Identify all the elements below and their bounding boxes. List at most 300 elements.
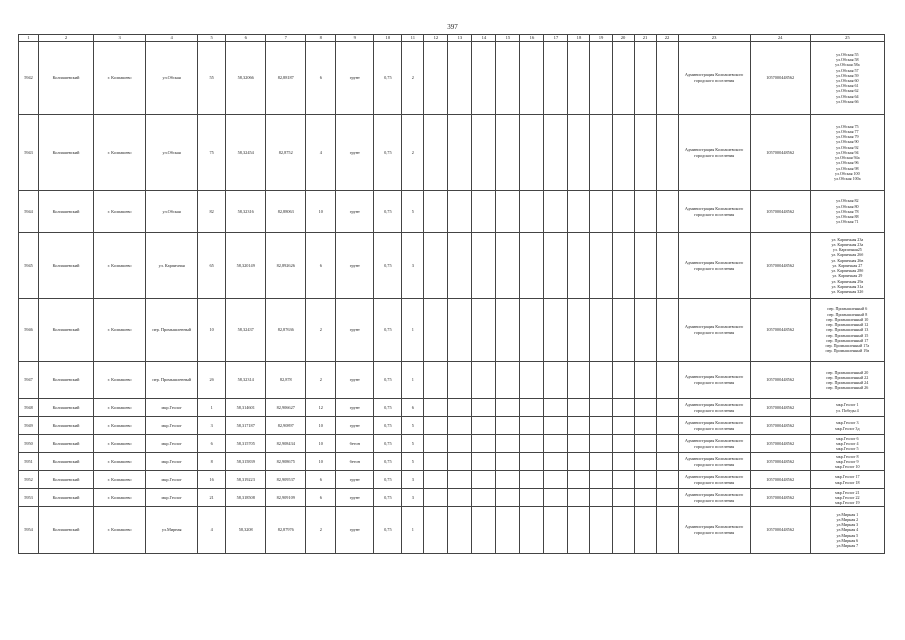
empty-cell xyxy=(496,42,520,115)
empty-cell xyxy=(612,507,634,554)
container-count-cell: 1 xyxy=(402,299,424,362)
table-row xyxy=(19,115,885,191)
town-cell: г. Колпашево xyxy=(94,435,146,453)
column-header: 25 xyxy=(810,35,884,42)
administration-cell: Администрация Колпашевского городского поселения xyxy=(678,115,750,191)
longitude-cell: 82,878 xyxy=(266,362,306,399)
longitude-cell: 82,909109 xyxy=(266,489,306,507)
served-address: ул. Карпичная 32б xyxy=(831,289,864,295)
house-cell: 55 xyxy=(198,42,226,115)
column-header: 18 xyxy=(568,35,590,42)
empty-cell xyxy=(612,233,634,299)
volume-cell: 0,75 xyxy=(374,489,402,507)
served-address: ул.Обская 98 xyxy=(836,165,859,171)
empty-cell xyxy=(520,399,544,417)
column-header: 24 xyxy=(750,35,810,42)
empty-cell xyxy=(472,471,496,489)
empty-cell xyxy=(656,191,678,233)
empty-cell xyxy=(520,435,544,453)
empty-cell xyxy=(612,299,634,362)
served-address: ул.Мирная 2 xyxy=(836,516,859,522)
surface-cell: грунт xyxy=(336,115,374,191)
empty-cell xyxy=(448,471,472,489)
ogrn-cell: 1057000448562 xyxy=(750,417,810,435)
empty-cell xyxy=(568,471,590,489)
served-address: ул.Обская 94 xyxy=(836,149,859,155)
surface-cell: грунт xyxy=(336,507,374,554)
empty-cell xyxy=(612,453,634,471)
empty-cell xyxy=(472,299,496,362)
administration-cell: Администрация Колпашевского городского поселения xyxy=(678,362,750,399)
volume-cell: 0,75 xyxy=(374,42,402,115)
area-cell: 2 xyxy=(306,507,336,554)
town-cell: г. Колпашево xyxy=(94,489,146,507)
empty-cell xyxy=(472,507,496,554)
served-address: ул.Обская 96 xyxy=(836,160,859,166)
page-number: 397 xyxy=(447,23,458,31)
table-row xyxy=(19,299,885,362)
district-cell: Колпашевский xyxy=(39,489,94,507)
ogrn-cell: 1057000448562 xyxy=(750,471,810,489)
served-address: ул. Карпичная 29а xyxy=(831,278,864,284)
table-row xyxy=(19,42,885,115)
house-cell: 75 xyxy=(198,115,226,191)
table-row xyxy=(19,399,885,417)
served-addresses-cell xyxy=(810,233,884,299)
empty-cell xyxy=(520,489,544,507)
empty-cell xyxy=(496,399,520,417)
served-address: ул.Обская 59 xyxy=(836,72,859,78)
area-cell: 10 xyxy=(306,435,336,453)
served-address: пер. Промышленный 26 xyxy=(826,385,869,391)
served-address: пер. Промышленный 13 xyxy=(826,327,869,333)
empty-cell xyxy=(590,191,612,233)
house-cell: 82 xyxy=(198,191,226,233)
served-addresses-cell xyxy=(810,399,884,417)
surface-cell: грунт xyxy=(336,299,374,362)
served-address: ул.Мирная 7 xyxy=(836,543,859,549)
column-header: 9 xyxy=(336,35,374,42)
empty-cell xyxy=(520,507,544,554)
column-header: 7 xyxy=(266,35,306,42)
empty-cell xyxy=(612,115,634,191)
empty-cell xyxy=(520,471,544,489)
served-address: ул.Обская 79 xyxy=(836,134,859,140)
empty-cell xyxy=(424,489,448,507)
latitude-cell: 58,32314 xyxy=(226,362,266,399)
row-number: 5954 xyxy=(19,507,39,554)
served-address: пер. Промышленный 15 xyxy=(826,332,869,338)
longitude-cell: 82,87636 xyxy=(266,299,306,362)
served-address: мкр.Геолог 3д xyxy=(835,425,860,431)
surface-cell: бетон xyxy=(336,435,374,453)
column-header: 1 xyxy=(19,35,39,42)
empty-cell xyxy=(472,233,496,299)
column-header: 15 xyxy=(496,35,520,42)
latitude-cell: 58,32316 xyxy=(226,191,266,233)
area-cell: 6 xyxy=(306,471,336,489)
volume-cell: 0,75 xyxy=(374,399,402,417)
column-header: 10 xyxy=(374,35,402,42)
served-address: ул. Карпичная 23а xyxy=(831,241,864,247)
empty-cell xyxy=(448,453,472,471)
administration-cell: Администрация Колпашевского городского поселения xyxy=(678,299,750,362)
empty-cell xyxy=(520,115,544,191)
served-address: ул.Обская 71 xyxy=(836,219,859,225)
volume-cell: 0,75 xyxy=(374,191,402,233)
empty-cell xyxy=(544,489,568,507)
served-address: ул. Карпичная 29 xyxy=(832,273,863,279)
column-header: 12 xyxy=(424,35,448,42)
empty-cell xyxy=(656,471,678,489)
column-header: 13 xyxy=(448,35,472,42)
volume-cell: 0,75 xyxy=(374,233,402,299)
empty-cell xyxy=(634,191,656,233)
container-count-cell: 5 xyxy=(402,191,424,233)
house-cell: 2б xyxy=(198,362,226,399)
empty-cell xyxy=(520,362,544,399)
ogrn-cell: 1057000448562 xyxy=(750,489,810,507)
administration-cell: Администрация Колпашевского городского поселения xyxy=(678,507,750,554)
empty-cell xyxy=(520,42,544,115)
street-cell: ул.Мирная xyxy=(146,507,198,554)
served-address: ул. Карпичная 28б xyxy=(831,268,864,274)
served-address: пер. Промышленный 10 xyxy=(826,316,869,322)
longitude-cell: 82,87976 xyxy=(266,507,306,554)
empty-cell xyxy=(634,42,656,115)
row-number: 5951 xyxy=(19,453,39,471)
served-address: ул.Обская 90 xyxy=(836,139,859,145)
empty-cell xyxy=(612,42,634,115)
column-header: 5 xyxy=(198,35,226,42)
served-address: ул.Мирная 5 xyxy=(836,532,859,538)
empty-cell xyxy=(634,399,656,417)
surface-cell: бетон xyxy=(336,453,374,471)
longitude-cell: 82,906627 xyxy=(266,399,306,417)
surface-cell: грунт xyxy=(336,399,374,417)
column-header: 14 xyxy=(472,35,496,42)
served-address: мкр.Геолог 1 xyxy=(836,402,859,408)
served-address: ул.Обская 58а xyxy=(835,62,860,68)
row-number: 5947 xyxy=(19,362,39,399)
container-count-cell: 5 xyxy=(402,417,424,435)
administration-cell: Администрация Колпашевского городского поселения xyxy=(678,417,750,435)
area-cell: 4 xyxy=(306,115,336,191)
town-cell: г. Колпашево xyxy=(94,299,146,362)
area-cell: 12 xyxy=(306,399,336,417)
served-address: ул.Обская 82 xyxy=(836,198,859,204)
served-addresses-cell xyxy=(810,417,884,435)
town-cell: г. Колпашево xyxy=(94,191,146,233)
town-cell: г. Колпашево xyxy=(94,453,146,471)
served-addresses-cell xyxy=(810,435,884,453)
latitude-cell: 58,315705 xyxy=(226,435,266,453)
empty-cell xyxy=(590,453,612,471)
served-addresses-cell xyxy=(810,453,884,471)
served-address: ул.Обская 66 xyxy=(836,98,859,104)
empty-cell xyxy=(568,233,590,299)
administration-cell: Администрация Колпашевского городского поселения xyxy=(678,399,750,417)
served-address: мкр.Геолог 17 xyxy=(835,474,860,480)
longitude-cell: 82,88063 xyxy=(266,191,306,233)
empty-cell xyxy=(590,233,612,299)
container-count-cell: 6 xyxy=(402,399,424,417)
surface-cell: грунт xyxy=(336,42,374,115)
latitude-cell: 58,317187 xyxy=(226,417,266,435)
empty-cell xyxy=(424,507,448,554)
empty-cell xyxy=(568,362,590,399)
empty-cell xyxy=(424,42,448,115)
empty-cell xyxy=(590,362,612,399)
served-address: ул.Обская 77 xyxy=(836,128,859,134)
empty-cell xyxy=(590,42,612,115)
served-address: ул.Обская 58 xyxy=(836,57,859,63)
empty-cell xyxy=(424,417,448,435)
empty-cell xyxy=(424,233,448,299)
table-row xyxy=(19,417,885,435)
district-cell: Колпашевский xyxy=(39,435,94,453)
town-cell: г. Колпашево xyxy=(94,362,146,399)
administration-cell: Администрация Колпашевского городского поселения xyxy=(678,42,750,115)
town-cell: г. Колпашево xyxy=(94,471,146,489)
ogrn-cell: 1057000448562 xyxy=(750,507,810,554)
empty-cell xyxy=(496,417,520,435)
empty-cell xyxy=(634,233,656,299)
container-count-cell: 2 xyxy=(402,42,424,115)
ogrn-cell: 1057000448562 xyxy=(750,362,810,399)
volume-cell: 0,75 xyxy=(374,507,402,554)
empty-cell xyxy=(472,399,496,417)
empty-cell xyxy=(656,417,678,435)
empty-cell xyxy=(590,115,612,191)
container-count-cell: 3 xyxy=(402,471,424,489)
longitude-cell: 82,909537 xyxy=(266,471,306,489)
latitude-cell: 58,314601 xyxy=(226,399,266,417)
empty-cell xyxy=(544,453,568,471)
served-addresses-cell xyxy=(810,299,884,362)
column-header: 6 xyxy=(226,35,266,42)
ogrn-cell: 1057000448562 xyxy=(750,399,810,417)
served-addresses-cell xyxy=(810,471,884,489)
empty-cell xyxy=(544,299,568,362)
volume-cell: 0,75 xyxy=(374,435,402,453)
table-row xyxy=(19,233,885,299)
served-address: мкр.Геолог 5 xyxy=(836,446,859,452)
served-address: мкр.Геолог 4 xyxy=(836,440,859,446)
administration-cell: Администрация Колпашевского городского поселения xyxy=(678,471,750,489)
ogrn-cell: 1057000448562 xyxy=(750,453,810,471)
district-cell: Колпашевский xyxy=(39,191,94,233)
column-header: 22 xyxy=(656,35,678,42)
column-header: 16 xyxy=(520,35,544,42)
volume-cell: 0,75 xyxy=(374,115,402,191)
empty-cell xyxy=(544,417,568,435)
empty-cell xyxy=(496,362,520,399)
street-cell: пер. Промышленный xyxy=(146,299,198,362)
house-cell: 6 xyxy=(198,435,226,453)
ogrn-cell: 1057000448562 xyxy=(750,435,810,453)
surface-cell: грунт xyxy=(336,233,374,299)
town-cell: г. Колпашево xyxy=(94,115,146,191)
served-address: ул. Карпичная25 xyxy=(832,247,862,253)
volume-cell: 0,75 xyxy=(374,362,402,399)
empty-cell xyxy=(544,399,568,417)
table-row xyxy=(19,471,885,489)
row-number: 5944 xyxy=(19,191,39,233)
empty-cell xyxy=(424,115,448,191)
served-address: ул.Обская 55 xyxy=(836,51,859,57)
empty-cell xyxy=(424,471,448,489)
town-cell: г. Колпашево xyxy=(94,417,146,435)
longitude-cell: 82,908434 xyxy=(266,435,306,453)
area-cell: 6 xyxy=(306,489,336,507)
street-cell: ул.Обская xyxy=(146,115,198,191)
empty-cell xyxy=(590,435,612,453)
empty-cell xyxy=(544,42,568,115)
empty-cell xyxy=(496,191,520,233)
empty-cell xyxy=(656,115,678,191)
empty-cell xyxy=(424,191,448,233)
row-number: 5946 xyxy=(19,299,39,362)
empty-cell xyxy=(448,507,472,554)
empty-cell xyxy=(544,435,568,453)
empty-cell xyxy=(612,191,634,233)
table-row xyxy=(19,191,885,233)
latitude-cell: 58,320149 xyxy=(226,233,266,299)
empty-cell xyxy=(496,233,520,299)
latitude-cell: 58,3208 xyxy=(226,507,266,554)
row-number: 5949 xyxy=(19,417,39,435)
latitude-cell: 58,32454 xyxy=(226,115,266,191)
served-address: пер. Промышленный 17 xyxy=(826,337,869,343)
surface-cell: грунт xyxy=(336,417,374,435)
surface-cell: грунт xyxy=(336,471,374,489)
row-number: 5942 xyxy=(19,42,39,115)
served-address: ул.Обская 92 xyxy=(836,144,859,150)
empty-cell xyxy=(634,489,656,507)
ogrn-cell: 1057000448562 xyxy=(750,115,810,191)
empty-cell xyxy=(544,233,568,299)
street-cell: мкр.Геолог xyxy=(146,453,198,471)
surface-cell: грунт xyxy=(336,191,374,233)
served-addresses-cell xyxy=(810,115,884,191)
house-cell: 3 xyxy=(198,417,226,435)
empty-cell xyxy=(544,471,568,489)
served-address: ул. Карпичная 26б xyxy=(831,252,864,258)
empty-cell xyxy=(496,435,520,453)
empty-cell xyxy=(472,362,496,399)
street-cell: мкр.Геолог xyxy=(146,417,198,435)
served-address: пер. Промышленный 6 xyxy=(827,306,868,312)
empty-cell xyxy=(448,362,472,399)
empty-cell xyxy=(424,299,448,362)
header-row xyxy=(19,35,885,42)
container-count-cell: 5 xyxy=(402,435,424,453)
area-cell: 10 xyxy=(306,453,336,471)
container-count-cell: 3 xyxy=(402,489,424,507)
administration-cell: Администрация Колпашевского городского поселения xyxy=(678,489,750,507)
empty-cell xyxy=(496,507,520,554)
empty-cell xyxy=(634,299,656,362)
served-address: пер. Промышленный 17а xyxy=(825,343,870,349)
served-address: мкр.Геолог 8 xyxy=(836,453,859,459)
empty-cell xyxy=(496,489,520,507)
longitude-cell: 82,8752 xyxy=(266,115,306,191)
served-address: ул.Обская 62 xyxy=(836,88,859,94)
empty-cell xyxy=(590,489,612,507)
row-number: 5948 xyxy=(19,399,39,417)
empty-cell xyxy=(590,507,612,554)
served-address: ул. Карпичная 23а xyxy=(831,236,864,242)
column-header: 8 xyxy=(306,35,336,42)
served-address: ул.Обская 75 xyxy=(836,123,859,129)
district-cell: Колпашевский xyxy=(39,233,94,299)
area-cell: 6 xyxy=(306,42,336,115)
house-cell: 8 xyxy=(198,453,226,471)
town-cell: г. Колпашево xyxy=(94,233,146,299)
empty-cell xyxy=(612,399,634,417)
empty-cell xyxy=(448,435,472,453)
empty-cell xyxy=(568,417,590,435)
served-address: ул.Обская 94а xyxy=(835,155,860,161)
administration-cell: Администрация Колпашевского городского поселения xyxy=(678,453,750,471)
longitude-cell: 82,908675 xyxy=(266,453,306,471)
empty-cell xyxy=(544,115,568,191)
column-header: 4 xyxy=(146,35,198,42)
area-cell: 10 xyxy=(306,191,336,233)
empty-cell xyxy=(634,435,656,453)
street-cell: мкр.Геолог xyxy=(146,435,198,453)
table-row xyxy=(19,507,885,554)
town-cell: г. Колпашево xyxy=(94,42,146,115)
empty-cell xyxy=(590,399,612,417)
served-address: мкр.Геолог 10 xyxy=(835,464,860,470)
empty-cell xyxy=(568,435,590,453)
empty-cell xyxy=(544,191,568,233)
empty-cell xyxy=(472,453,496,471)
street-cell: ул. Карпичная xyxy=(146,233,198,299)
volume-cell: 0,75 xyxy=(374,471,402,489)
empty-cell xyxy=(424,399,448,417)
house-cell: 4 xyxy=(198,507,226,554)
administration-cell: Администрация Колпашевского городского поселения xyxy=(678,233,750,299)
served-address: мкр.Геолог 18 xyxy=(835,479,860,485)
empty-cell xyxy=(448,399,472,417)
empty-cell xyxy=(656,362,678,399)
ogrn-cell: 1057000448562 xyxy=(750,299,810,362)
street-cell: мкр.Геолог xyxy=(146,489,198,507)
empty-cell xyxy=(634,453,656,471)
empty-cell xyxy=(424,435,448,453)
empty-cell xyxy=(590,417,612,435)
longitude-cell: 82,88187 xyxy=(266,42,306,115)
column-header: 19 xyxy=(590,35,612,42)
empty-cell xyxy=(634,417,656,435)
served-address: пер. Промышленный 20 xyxy=(826,369,869,375)
empty-cell xyxy=(448,233,472,299)
street-cell: пер. Промышленный xyxy=(146,362,198,399)
served-address: мкр.Геолог 21 xyxy=(835,489,860,495)
latitude-cell: 58,315839 xyxy=(226,453,266,471)
house-cell: 65 xyxy=(198,233,226,299)
empty-cell xyxy=(656,489,678,507)
empty-cell xyxy=(448,417,472,435)
empty-cell xyxy=(656,435,678,453)
district-cell: Колпашевский xyxy=(39,42,94,115)
ogrn-cell: 1057000448562 xyxy=(750,191,810,233)
empty-cell xyxy=(568,489,590,507)
served-address: ул. Карпичная 31а xyxy=(831,283,864,289)
